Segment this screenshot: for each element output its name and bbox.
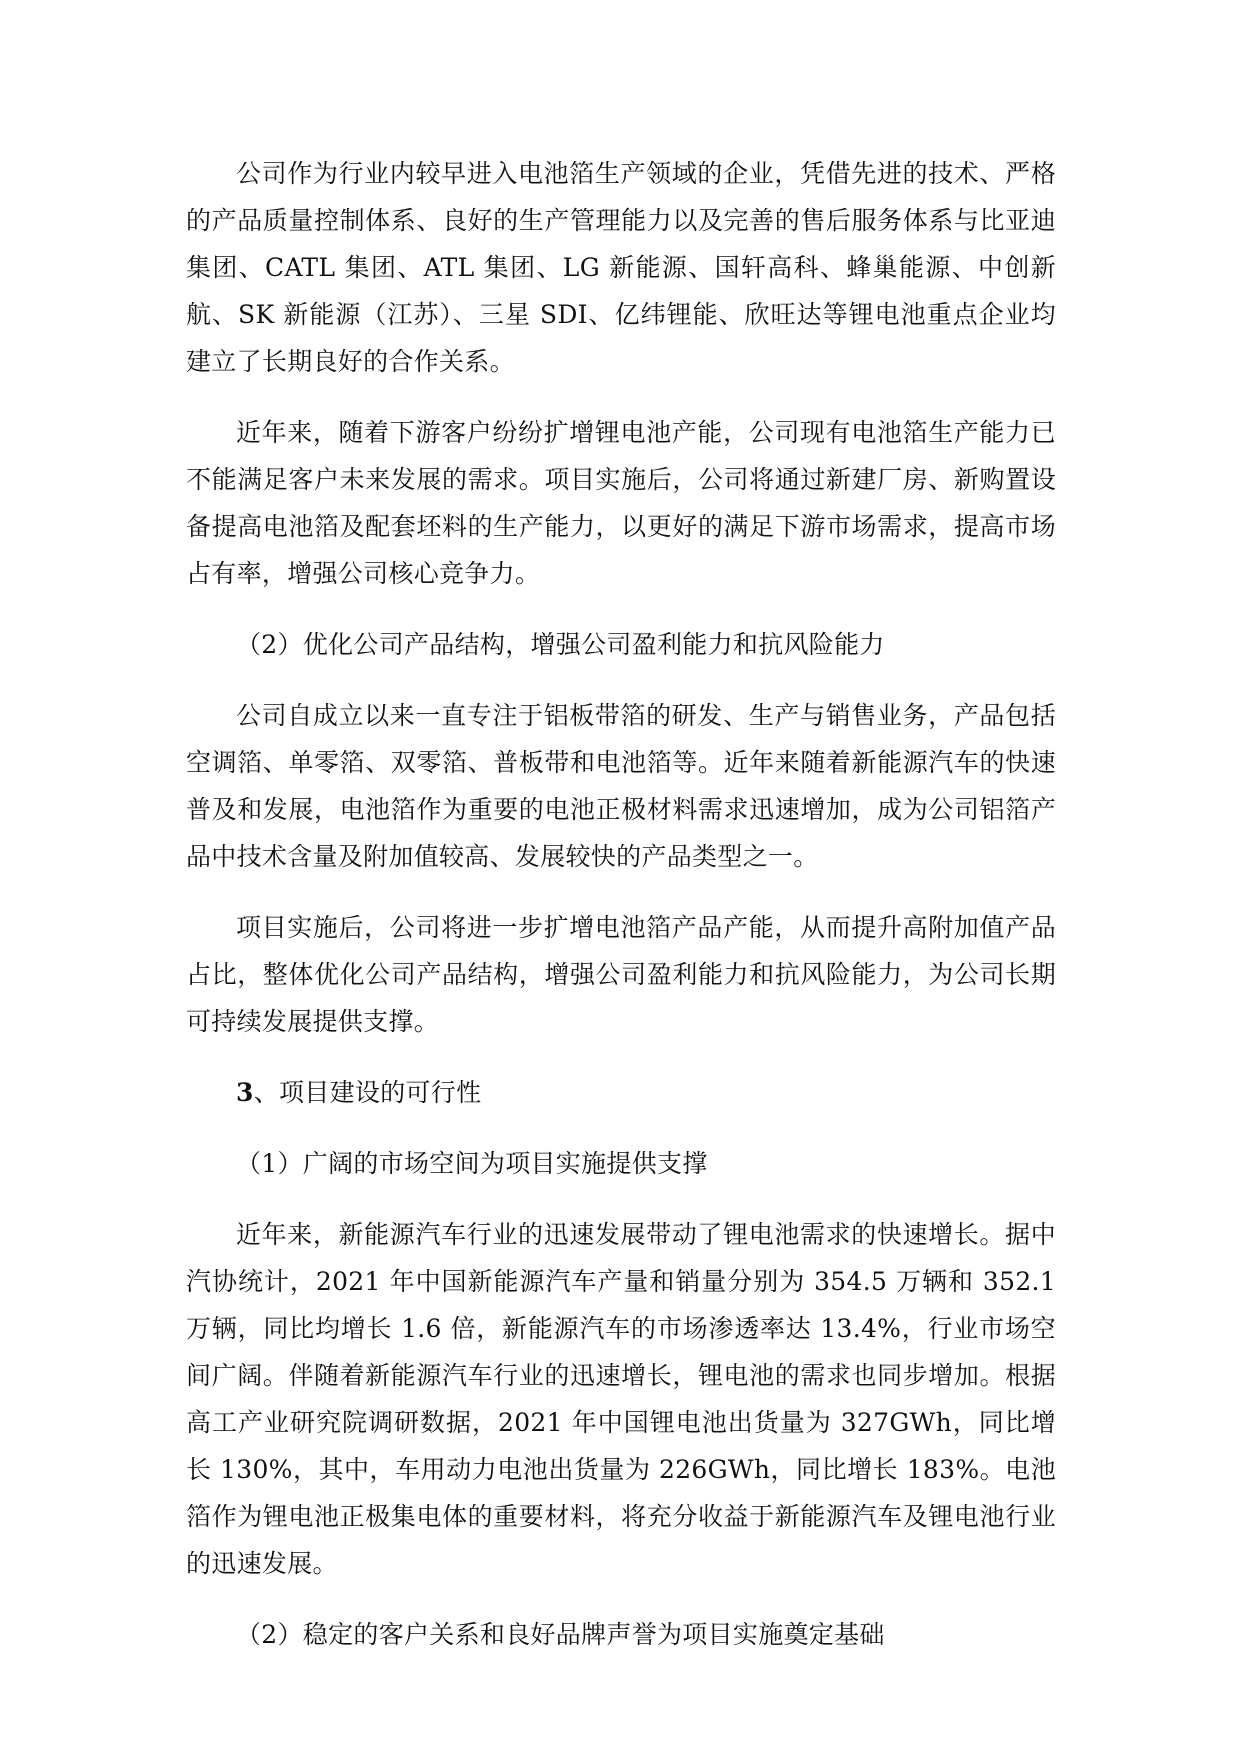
paragraph-project-benefits: 项目实施后，公司将进一步扩增电池箔产品产能，从而提升高附加值产品占比，整体优化公司产品结构，增强公司盈利能力和抗风险能力，为公司长期可持续发展提供支撑。 xyxy=(186,913,1056,1036)
section-heading-market-space: （1）广阔的市场空间为项目实施提供支撑 xyxy=(236,1149,708,1178)
section-heading-feasibility xyxy=(186,1069,1056,1116)
paragraph-customer-relations: 公司作为行业内较早进入电池箔生产领域的企业，凭借先进的技术、严格的产品质量控制体系、良好的生产管理能力以及完善的售后服务体系与比亚迪集团、CATL 集团、ATL 集团、LG 新能源、国轩高科、蜂巢能源、中创新航、SK 新能源（江苏）、三星 SDI、亿纬锂能、欣旺达等锂电池重点企业均建立了长期良好的合作关系。 xyxy=(186,159,1056,376)
section-number: 3 xyxy=(236,1078,254,1107)
section-title: 、项目建设的可行性 xyxy=(253,1078,482,1107)
section-heading-optimize-structure: （2）优化公司产品结构，增强公司盈利能力和抗风险能力 xyxy=(236,630,885,659)
section-heading-customer-brand: （2）稳定的客户关系和良好品牌声誉为项目实施奠定基础 xyxy=(236,1620,885,1649)
paragraph-company-products: 公司自成立以来一直专注于铝板带箔的研发、生产与销售业务，产品包括空调箔、单零箔、双零箔、普板带和电池箔等。近年来随着新能源汽车的快速普及和发展，电池箔作为重要的电池正极材料需求迅速增加，成为公司铝箔产品中技术含量及附加值较高、发展较快的产品类型之一。 xyxy=(186,701,1056,871)
paragraph-market-statistics: 近年来，新能源汽车行业的迅速发展带动了锂电池需求的快速增长。据中汽协统计，2021 年中国新能源汽车产量和销量分别为 354.5 万辆和 352.1 万辆，同比均增长 1.6 倍，新能源汽车的市场渗透率达 13.4%，行业市场空间广阔。伴随着新能源汽车行业的迅速增长，锂电池的需求也同步增加。根据高工产业研究院调研数据，2021 年中国锂电池出货量为 327GWh，同比增长 130%，其中，车用动力电池出货量为 226GWh，同比增长 183%。电池箔作为锂电池正极集电体的重要材料，将充分收益于新能源汽车及锂电池行业的迅速发展。 xyxy=(186,1220,1056,1578)
document-body xyxy=(186,150,1056,1682)
paragraph-capacity-expansion: 近年来，随着下游客户纷纷扩增锂电池产能，公司现有电池箔生产能力已不能满足客户未来发展的需求。项目实施后，公司将通过新建厂房、新购置设备提高电池箔及配套坯料的生产能力，以更好的满足下游市场需求，提高市场占有率，增强公司核心竞争力。 xyxy=(186,418,1056,588)
